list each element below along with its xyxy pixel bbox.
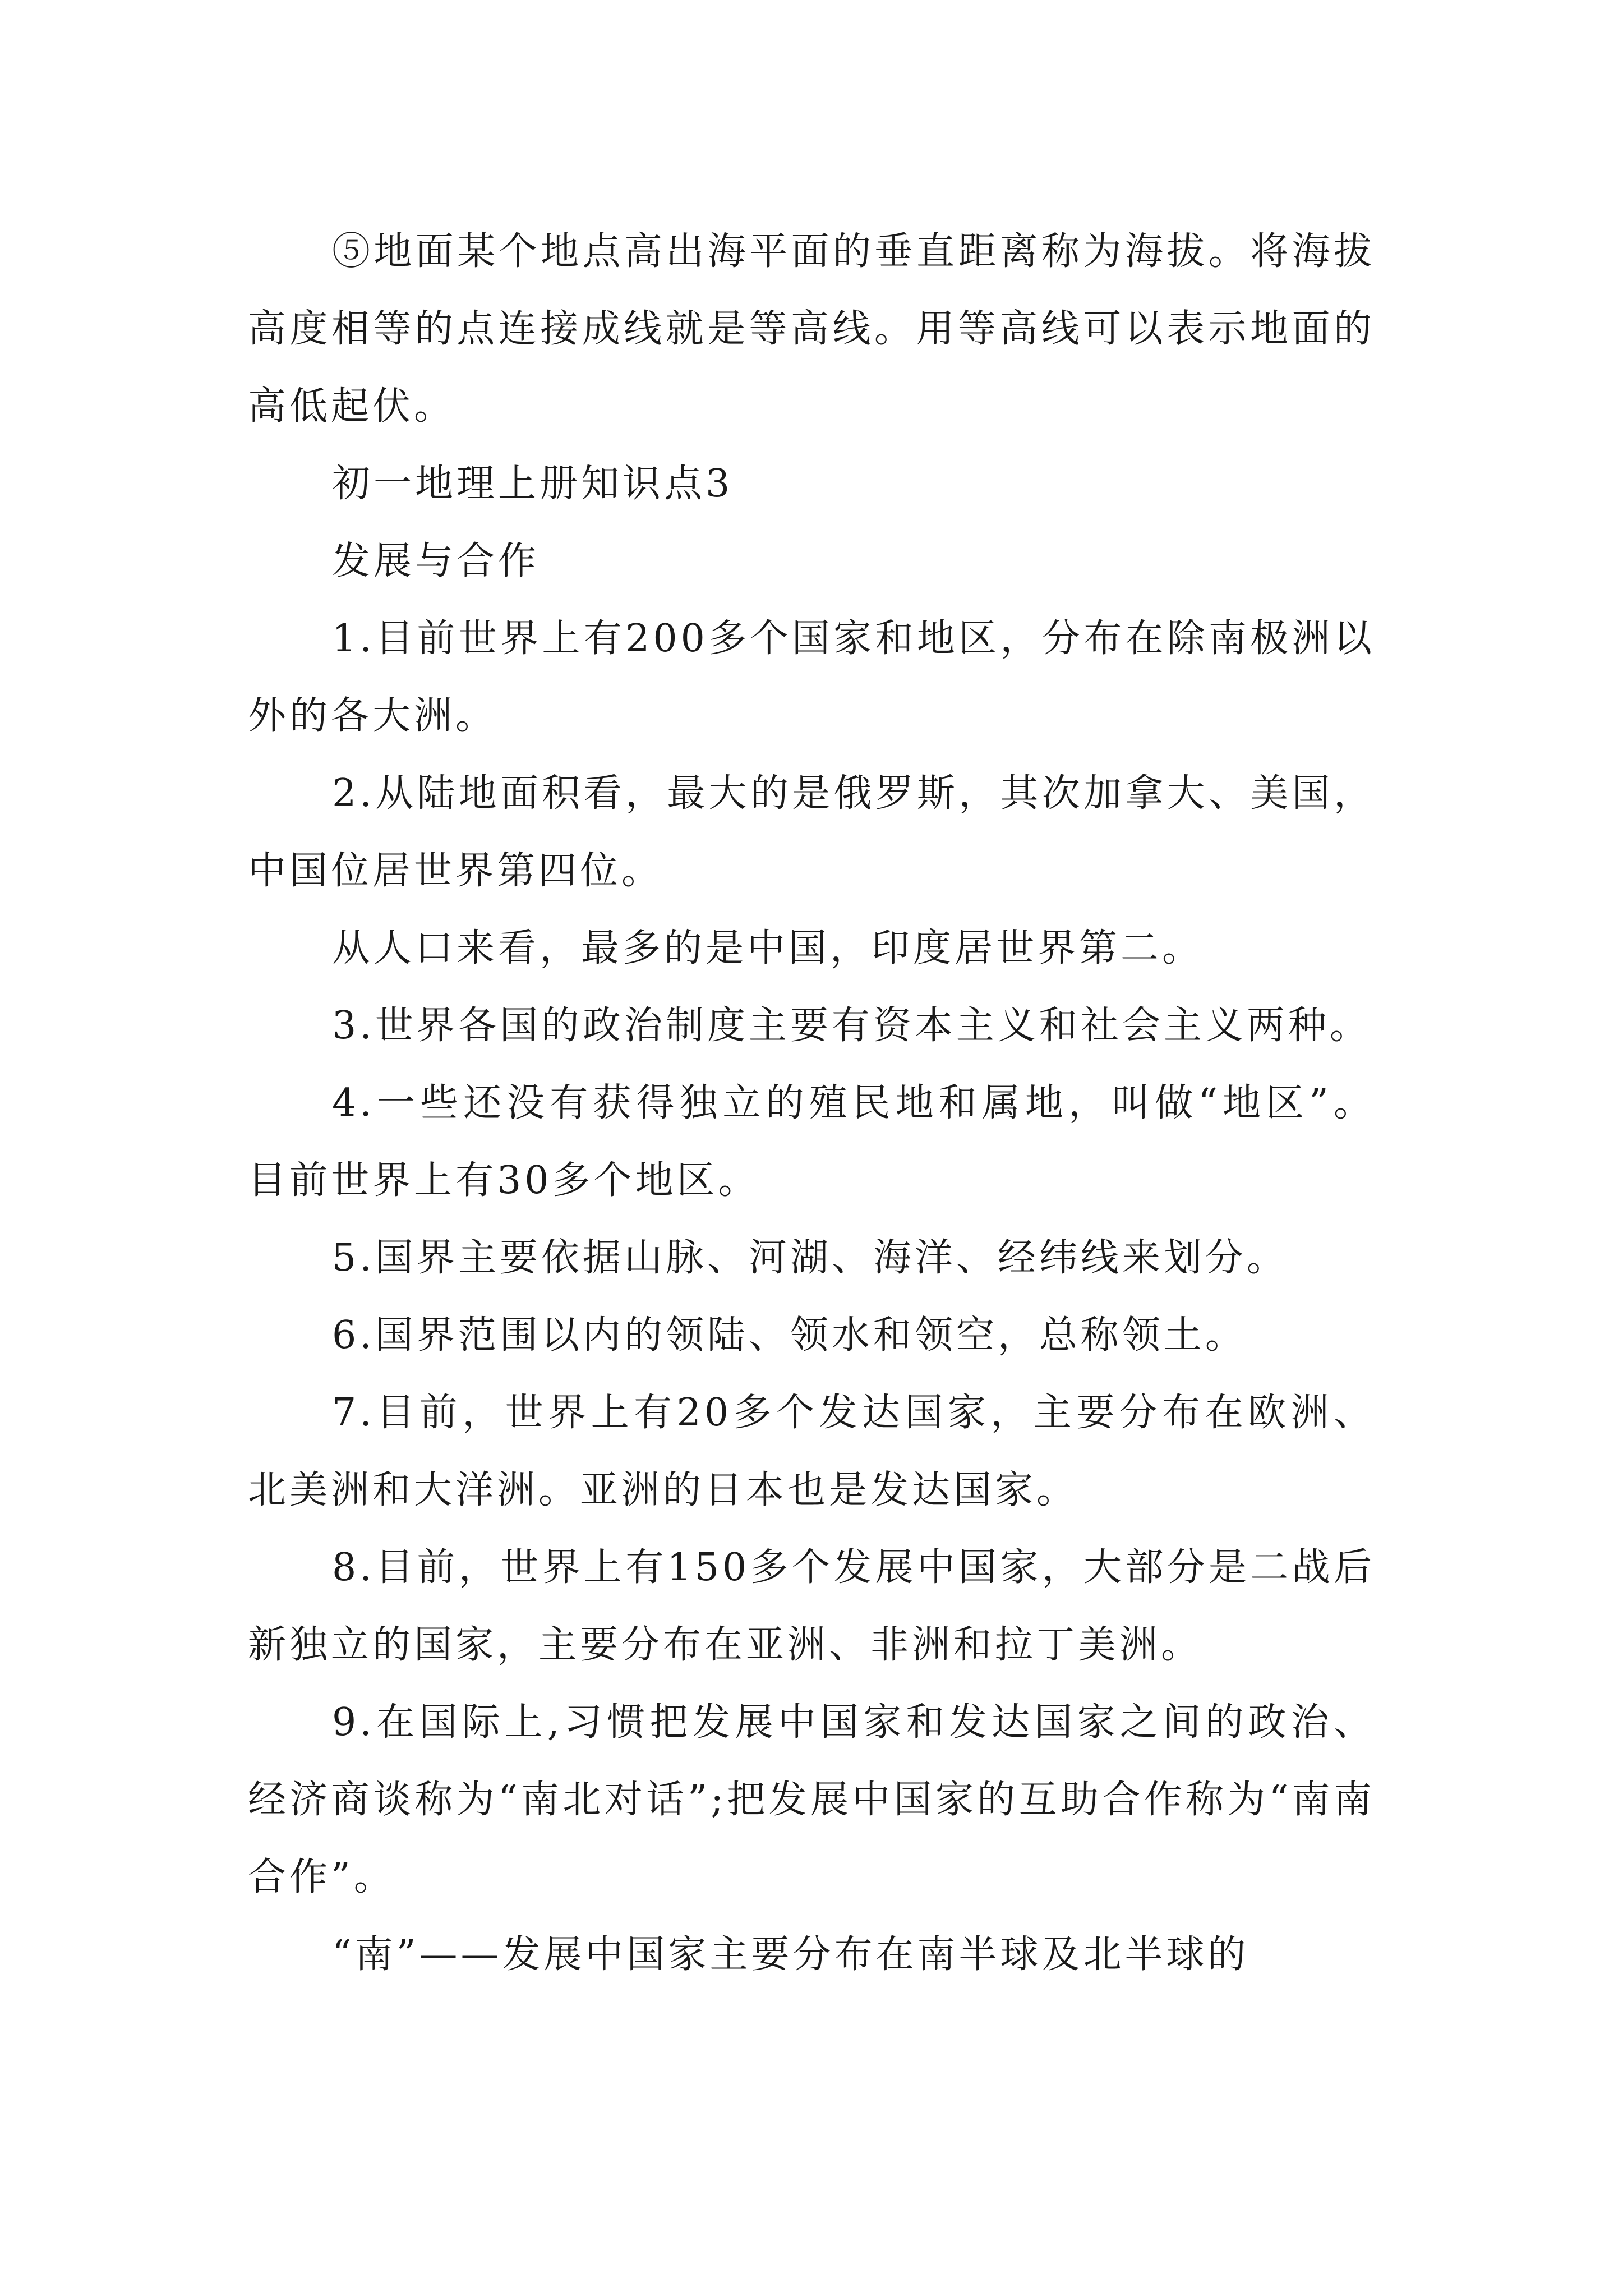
paragraph-item-7: 7.目前，世界上有20多个发达国家，主要分布在欧洲、北美洲和大洋洲。亚洲的日本也是发达国家。 [248,1391,1375,1512]
paragraph-item-6: 6.国界范围以内的领陆、领水和领空，总称领土。 [332,1313,1247,1358]
paragraph-item-8: 8.目前，世界上有150多个发展中国家，大部分是二战后新独立的国家，主要分布在亚洲、非洲和拉丁美洲。 [248,1545,1375,1667]
paragraph-altitude: ⑤地面某个地点高出海平面的垂直距离称为海拔。将海拔高度相等的点连接成线就是等高线。用等高线可以表示地面的高低起伏。 [248,229,1375,429]
paragraph-population: 从人口来看，最多的是中国，印度居世界第二。 [332,926,1204,970]
paragraph-south-definition: “南”——发展中国家主要分布在南半球及北半球的 [332,1932,1249,1977]
paragraph-item-4: 4.一些还没有获得独立的殖民地和属地，叫做“地区”。目前世界上有30多个地区。 [248,1081,1375,1203]
document-body [248,213,1375,1994]
section-title: 初一地理上册知识点3 [332,462,734,506]
paragraph-item-3: 3.世界各国的政治制度主要有资本主义和社会主义两种。 [332,1004,1371,1048]
paragraph-item-9: 9.在国际上,习惯把发展中国家和发达国家之间的政治、经济商谈称为“南北对话”;把发展中国家的互助合作称为“南南合作”。 [248,1700,1375,1899]
section-subtitle: 发展与合作 [332,539,540,583]
paragraph-item-2: 2.从陆地面积看，最大的是俄罗斯，其次加拿大、美国，中国位居世界第四位。 [248,771,1375,893]
paragraph-item-5: 5.国界主要依据山脉、河湖、海洋、经纬线来划分。 [332,1236,1288,1280]
paragraph-item-1: 1.目前世界上有200多个国家和地区，分布在除南极洲以外的各大洲。 [248,616,1375,738]
